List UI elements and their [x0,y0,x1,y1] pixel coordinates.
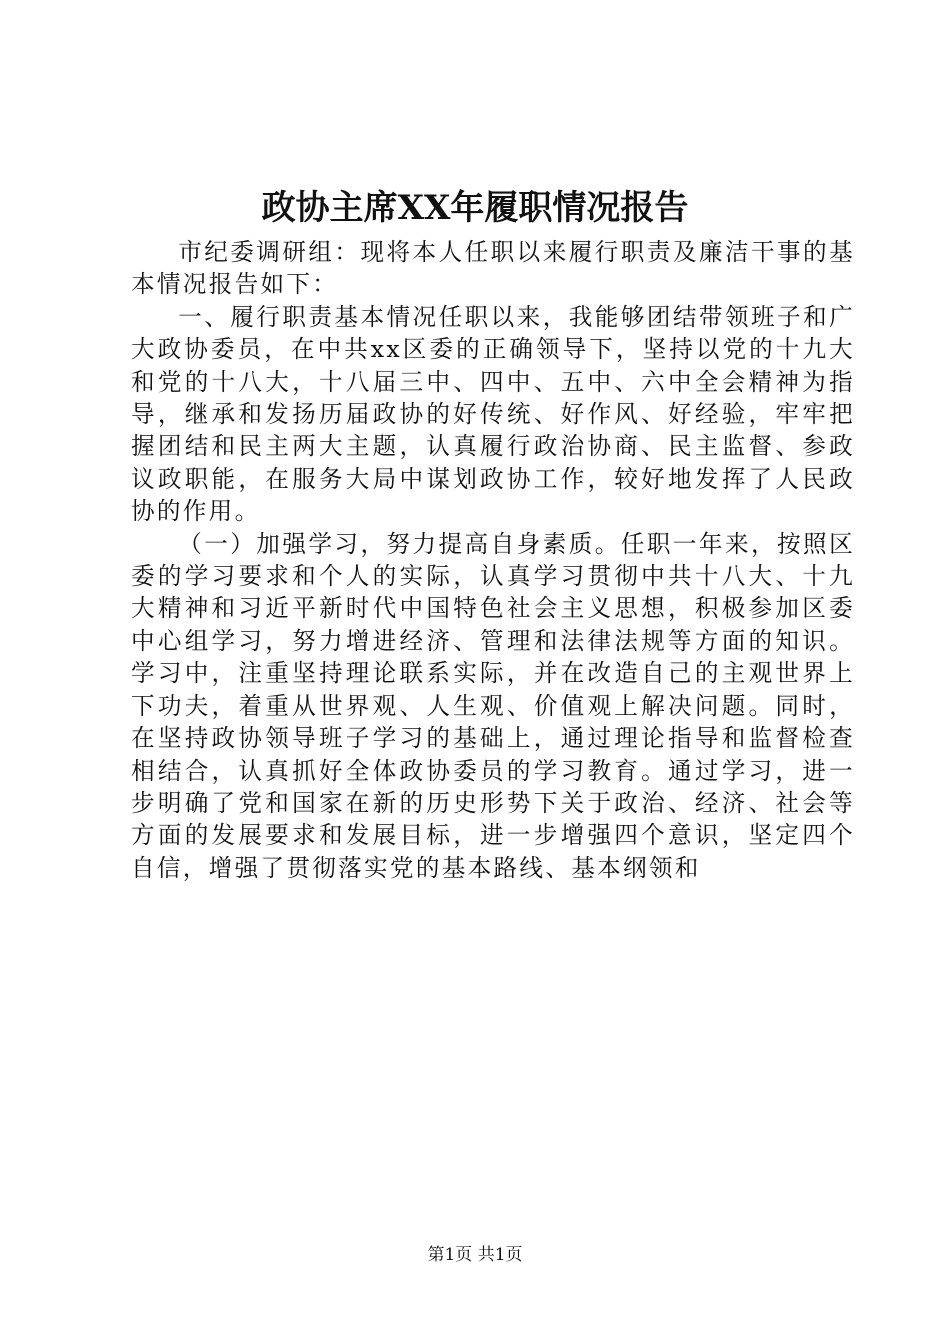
document-title: 政协主席XX年履职情况报告 [261,188,689,228]
paragraph-study: （一）加强学习，努力提高自身素质。任职一年来，按照区委的学习要求和个人的实际，认真学习贯彻中共十八大、十九大精神和习近平新时代中国特色社会主义思想，积极参加区委中心组学习，努力增进经济、管理和法律法规等方面的知识。学习中，注重坚持理论联系实际，并在改造自己的主观世界上下功夫，着重从世界观、人生观、价值观上解决问题。同时，在坚持政协领导班子学习的基础上，通过理论指导和监督检查相结合，认真抓好全体政协委员的学习教育。通过学习，进一步明确了党和国家在新的历史形势下关于政治、经济、社会等方面的发展要求和发展目标，进一步增强四个意识，坚定四个自信，增强了贯彻落实党的基本路线、基本纲领和 [131,529,855,882]
paragraph-duties-overview: 一、履行职责基本情况任职以来，我能够团结带领班子和广大政协委员，在中共xx区委的正确领导下，坚持以党的十九大和党的十八大，十八届三中、四中、五中、六中全会精神为指导，继承和发扬历届政协的好传统、好作风、好经验，牢牢把握团结和民主两大主题，认真履行政治协商、民主监督、参政议政职能，在服务大局中谋划政协工作，较好地发挥了人民政协的作用。 [131,302,855,526]
document-body [131,236,855,884]
page-footer: 第1页 共1页 [427,1245,523,1265]
paragraph-salutation: 市纪委调研组：现将本人任职以来履行职责及廉洁干事的基本情况报告如下： [131,238,855,299]
